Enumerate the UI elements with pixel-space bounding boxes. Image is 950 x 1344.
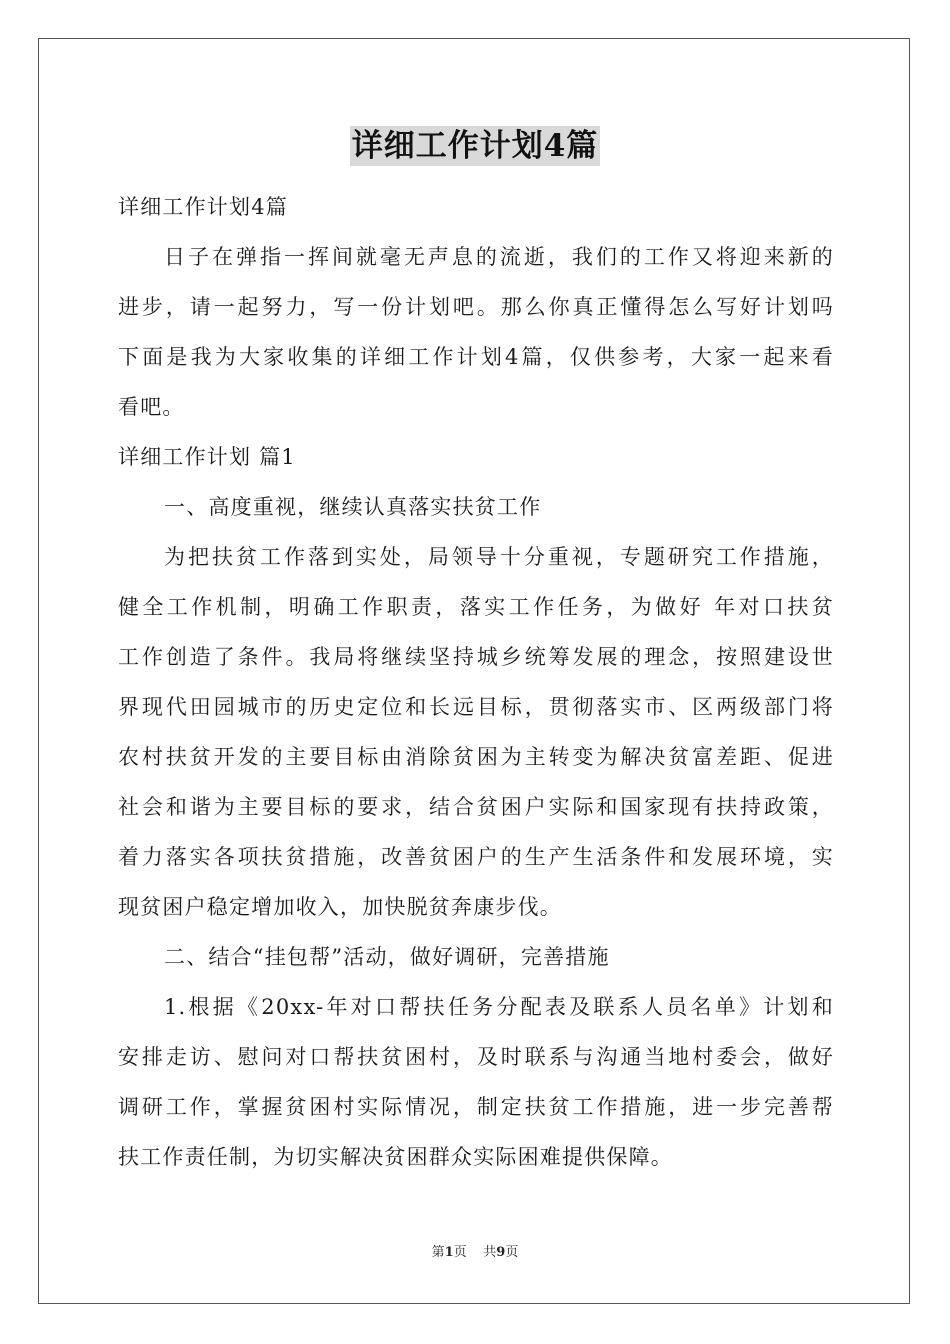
body-line: 安排走访、慰问对口帮扶贫困村，及时联系与沟通当地村委会，做好 (118, 1045, 834, 1069)
body-line: 为把扶贫工作落到实处，局领导十分重视，专题研究工作措施， (164, 545, 834, 569)
page-footer (0, 1244, 950, 1262)
body-line: 健全工作机制，明确工作职责，落实工作任务，为做好 年对口扶贫 (118, 595, 834, 619)
document-body (118, 182, 834, 1182)
footer-prefix: 第 (431, 1245, 445, 1260)
footer-total-prefix: 共 (483, 1245, 497, 1260)
body-line: 社会和谐为主要目标的要求，结合贫困户实际和国家现有扶持政策， (118, 795, 834, 819)
intro-line: 看吧。 (118, 395, 185, 419)
intro-line: 日子在弹指一挥间就毫无声息的流逝，我们的工作又将迎来新的 (164, 245, 834, 269)
subtitle-line: 详细工作计划4篇 (118, 195, 288, 219)
body-line: 界现代田园城市的历史定位和长远目标，贯彻落实市、区两级部门将 (118, 695, 834, 719)
footer-page-number: 1 (444, 1245, 454, 1260)
body-line: 现贫困户稳定增加收入，加快脱贫奔康步伐。 (118, 895, 562, 919)
body-line: 调研工作，掌握贫困村实际情况，制定扶贫工作措施，进一步完善帮 (118, 1095, 834, 1119)
body-line: 工作创造了条件。我局将继续坚持城乡统筹发展的理念，按照建设世 (118, 645, 834, 669)
body-line: 农村扶贫开发的主要目标由消除贫困为主转变为解决贫富差距、促进 (118, 745, 834, 769)
section-heading: 详细工作计划 篇1 (118, 445, 296, 469)
body-line: 扶工作责任制，为切实解决贫困群众实际困难提供保障。 (118, 1145, 673, 1169)
title-container (0, 126, 950, 166)
body-line: 着力落实各项扶贫措施，改善贫困户的生产生活条件和发展环境，实 (118, 845, 834, 869)
intro-line: 进步，请一起努力，写一份计划吧。那么你真正懂得怎么写好计划吗 (118, 295, 834, 319)
footer-total-unit: 页 (505, 1245, 519, 1260)
footer-page-unit: 页 (453, 1245, 467, 1260)
footer-total-pages: 9 (496, 1245, 506, 1260)
subheading-1: 一、高度重视，继续认真落实扶贫工作 (164, 495, 542, 519)
body-line: 1.根据《20xx-年对口帮扶任务分配表及联系人员名单》计划和 (164, 995, 834, 1019)
document-title: 详细工作计划4篇 (351, 128, 599, 164)
intro-line: 下面是我为大家收集的详细工作计划4篇，仅供参考，大家一起来看 (118, 345, 834, 369)
subheading-2: 二、结合“挂包帮”活动，做好调研，完善措施 (164, 945, 610, 969)
